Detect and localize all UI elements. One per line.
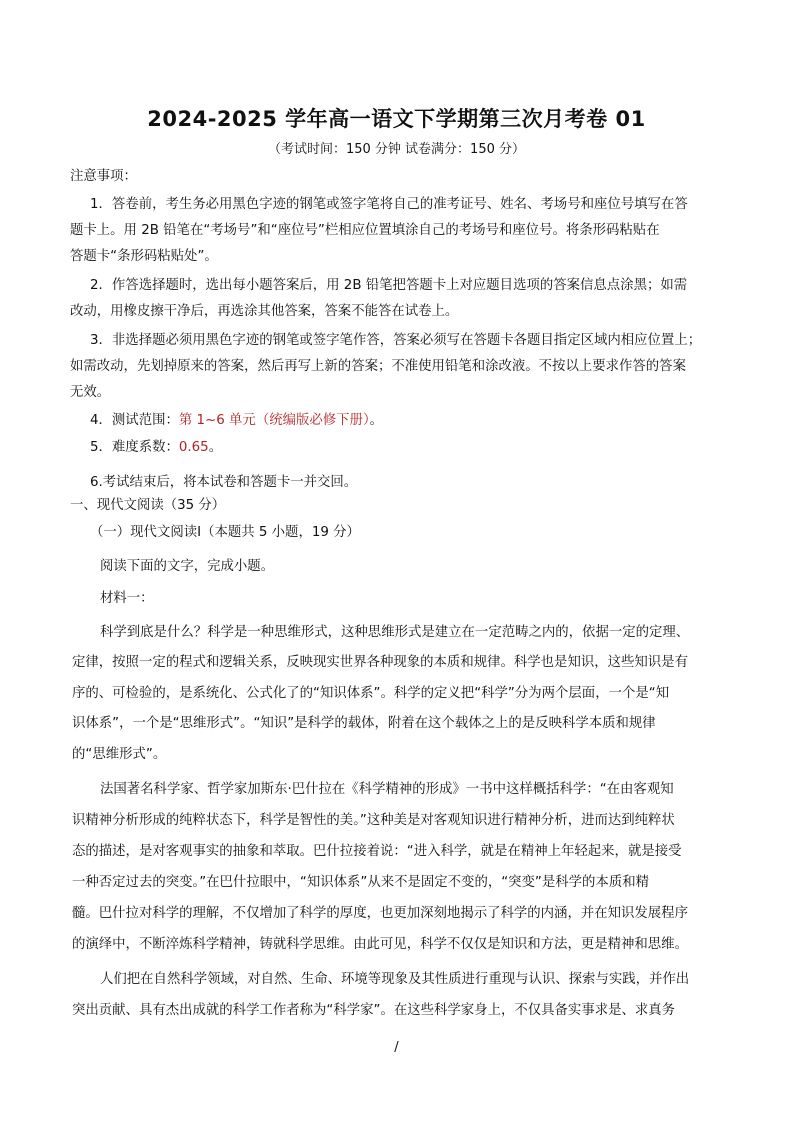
difficulty-value: 0.65: [178, 440, 209, 455]
paragraph-2-line-6: 的演绎中，不断淬炼科学精神，铸就科学思维。由此可见，科学不仅仅是知识和方法，更是精神和思维。: [72, 937, 688, 952]
section-heading: 一、现代文阅读（35 分）: [70, 498, 226, 513]
paragraph-2-line-3: 态的描述，是对客观事实的抽象和萃取。巴什拉接着说：“进入科学，就是在精神上年轻起来，就是接受: [72, 844, 682, 859]
notice-3-line-1: 3．非选择题必须用黑色字迹的钢笔或签字笔作答，答案必须写在答题卡各题目指定区域内相应位置上；: [90, 333, 702, 348]
paragraph-1-line-1: 科学到底是什么？科学是一种思维形式，这种思维形式是建立在一定范畴之内的，依据一定的定理、: [100, 625, 690, 640]
reading-instruction: 阅读下面的文字，完成小题。: [100, 559, 275, 574]
notice-5-label: 5．难度系数：: [90, 440, 179, 455]
notice-1-line-2: 题卡上。用 2B 铅笔在“考场号”和“座位号”栏相应位置填涂自己的考场号和座位号。将条形码粘贴在: [70, 223, 660, 238]
paragraph-3-line-1: 人们把在自然科学领域，对自然、生命、环境等现象及其性质进行重现与认识、探索与实践，并作出: [100, 972, 690, 987]
notice-1-line-1: 1．答卷前，考生务必用黑色字迹的钢笔或签字笔将自己的准考证号、姓名、考场号和座位号填写在答: [90, 197, 688, 212]
notice-3-line-3: 无效。: [70, 385, 111, 400]
paragraph-2-line-2: 识精神分析形成的纯粹状态下，科学是智性的美。”这种美是对客观知识进行精神分析，进而达到纯粹状: [72, 813, 675, 828]
paragraph-1-line-3: 序的、可检验的，是系统化、公式化了的“知识体系”。科学的定义把“科学”分为两个层面，一个是“知: [72, 686, 670, 701]
notice-4: [90, 412, 383, 430]
paragraph-2-line-1: 法国著名科学家、哲学家加斯东·巴什拉在《科学精神的形成》一书中这样概括科学：“在由客观知: [100, 782, 674, 797]
exam-title: 2024-2025 学年高一语文下学期第三次月考卷 01: [147, 107, 646, 131]
notice-1-line-3: 答题卡“条形码粘贴处”。: [70, 249, 218, 264]
page-footer: /: [394, 1040, 399, 1055]
notice-6: 6.考试结束后，将本试卷和答题卡一并交回。: [90, 475, 358, 490]
notice-4-label: 4．测试范围：: [90, 413, 179, 428]
paragraph-3-line-2: 突出贡献、具有杰出成就的科学工作者称为“科学家”。在这些科学家身上，不仅具备实事求是、求真务: [72, 1003, 676, 1018]
paragraph-2-line-5: 髓。巴什拉对科学的理解，不仅增加了科学的厚度，也更加深刻地揭示了科学的内涵，并在知识发展程序: [72, 906, 688, 921]
exam-subtitle: （考试时间：150 分钟 试卷满分：150 分）: [267, 142, 526, 157]
test-range-value: 第 1~6 单元（统编版必修下册）: [178, 413, 370, 428]
notice-2-line-2: 改动，用橡皮擦干净后，再选涂其他答案，答案不能答在试卷上。: [70, 304, 459, 319]
paragraph-1-line-5: 的“思维形式”。: [72, 747, 167, 762]
notice-2-line-1: 2．作答选择题时，选出每小题答案后，用 2B 铅笔把答题卡上对应题目选项的答案信息点涂黑；如需: [90, 278, 688, 293]
notice-heading: 注意事项：: [70, 169, 137, 184]
paragraph-1-line-4: 识体系”，一个是“思维形式”。“知识”是科学的载体，附着在这个载体之上的是反映科学本质和规律: [72, 716, 656, 731]
subsection-heading: （一）现代文阅读Ⅰ（本题共 5 小题，19 分）: [90, 525, 360, 540]
notice-3-line-2: 如需改动，先划掉原来的答案，然后再写上新的答案；不准使用铅笔和涂改液。不按以上要求作答的答案: [70, 359, 686, 374]
notice-5: [90, 439, 222, 457]
paragraph-1-line-2: 定律，按照一定的程式和逻辑关系，反映现实世界各种现象的本质和规律。科学也是知识，这些知识是有: [72, 655, 688, 670]
paragraph-2-line-4: 一种否定过去的突变。”在巴什拉眼中，“知识体系”从来不是固定不变的，“突变”是科学的本质和精: [72, 875, 649, 890]
notice-5-end: 。: [208, 440, 223, 455]
material-label: 材料一：: [100, 591, 154, 606]
notice-4-end: 。: [369, 413, 384, 428]
